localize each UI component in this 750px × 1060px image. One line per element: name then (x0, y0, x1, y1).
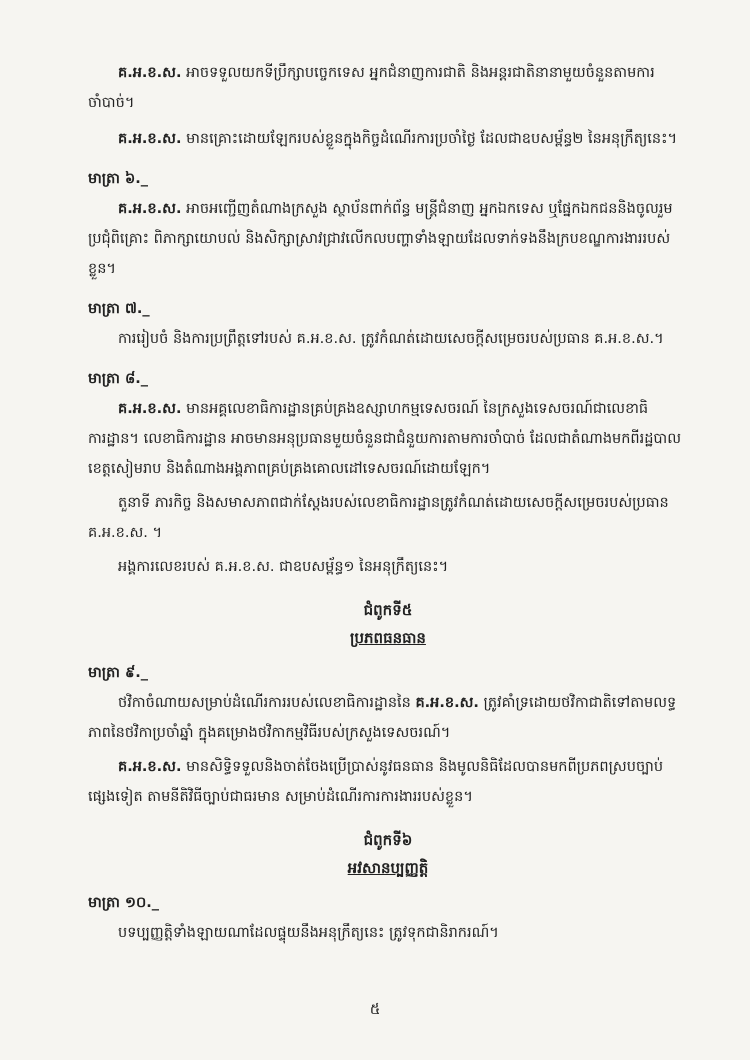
paragraph-text: មានអគ្គលេខាធិការដ្ឋានគ្រប់គ្រងឧស្សាហកម្មទេសចរណ៍ នៃក្រសួងទេសចរណ៍ជាលេខាធិការដ្ឋាន។ លេខាធិការដ្ឋាន អាចមានអនុប្រធានមួយចំនួនជាជំនួយការតាមការចាំបាច់ ដែលជាតំណាងមកពីរដ្ឋបាលខេត្តសៀមរាប និងតំណាងអង្គភាពគ្រប់គ្រងគោលដៅទេសចរណ៍ដោយឡែក។ (88, 401, 682, 477)
abbreviation: គ.អ.ខ.ស. (118, 131, 182, 147)
article-6-heading: មាត្រា ៦._ (88, 171, 149, 187)
article-7-heading: មាត្រា ៧._ (88, 301, 150, 317)
abbreviation: គ.អ.ខ.ស. (118, 759, 182, 775)
chapter-5-number: ជំពូកទី៥ (363, 601, 413, 619)
page-number: ៥ (369, 1000, 381, 1018)
paragraph-technical-advisors (88, 58, 688, 118)
document-body (88, 58, 688, 948)
abbreviation: គ.អ.ខ.ស. (415, 695, 479, 711)
abbreviation: គ.អ.ខ.ស. (118, 201, 182, 217)
paragraph-text: ត្រូវគាំទ្រដោយថវិកាជាតិទៅតាមលទ្ធភាពនៃថវិកាប្រចាំឆ្នាំ ក្នុងគម្រោងថវិកាកម្មវិធីរបស់ក្រសួងទេសចរណ៍។ (88, 695, 677, 741)
article-10-heading: មាត្រា ១០._ (88, 895, 159, 911)
article-7-text: ការរៀបចំ និងការប្រព្រឹត្តទៅរបស់ គ.អ.ខ.ស. ត្រូវកំណត់ដោយសេចក្ដីសម្រេចរបស់ប្រធាន គ.អ.ខ.ស.។ (118, 331, 664, 347)
paragraph-text: អាចទទួលយកទីប្រឹក្សាបច្ចេកទេស អ្នកជំនាញការជាតិ និងអន្តរជាតិនានាមួយចំនួនតាមការចាំបាច់។ (88, 65, 655, 111)
article-9-paragraph-1 (88, 688, 688, 748)
article-9-paragraph-2 (88, 752, 688, 812)
abbreviation: គ.អ.ខ.ស. (118, 401, 182, 417)
chapter-5-title: ប្រភពធនធាន (350, 629, 426, 647)
article-9-heading: មាត្រា ៩._ (88, 665, 149, 681)
article-8-paragraph-1 (88, 394, 688, 484)
article-8-paragraph-2: តួនាទី ភារកិច្ច និងសមាសភាពជាក់ស្ដែងរបស់លេខាធិការដ្ឋានត្រូវកំណត់ដោយសេចក្ដីសម្រេចរបស់ប្រធាន គ.អ.ខ.ស. ។ (88, 495, 669, 541)
article-8-heading: មាត្រា ៨._ (88, 371, 149, 387)
paragraph-internal-rules (88, 124, 688, 154)
article-6-text (88, 194, 688, 284)
paragraph-text: ថវិកាចំណាយសម្រាប់ដំណើរការរបស់លេខាធិការដ្ឋាននៃ (118, 695, 411, 711)
chapter-6-number: ជំពូកទី៦ (363, 831, 413, 849)
abbreviation: គ.អ.ខ.ស. (118, 65, 182, 81)
article-10-text: បទប្បញ្ញត្តិទាំងឡាយណាដែលផ្ទុយនឹងអនុក្រឹត្យនេះ ត្រូវទុកជានិរាករណ៍។ (118, 925, 499, 941)
paragraph-text: មានគ្រោះដោយឡែករបស់ខ្លួនក្នុងកិច្ចដំណើរការប្រចាំថ្ងៃ ដែលជាឧបសម្ព័ន្ធ២ នៃអនុក្រឹត្យនេះ។ (186, 131, 678, 147)
chapter-6-title: អវសានប្បញ្ញត្តិ (347, 859, 429, 877)
paragraph-text: អាចអញ្ជើញតំណាងក្រសួង ស្ថាប័នពាក់ព័ន្ធ មន្ត្រីជំនាញ អ្នកឯកទេស ឬផ្នែកឯកជននិងចូលរួមប្រជុំពិគ្រោះ ពិភាក្សាយោបល់ និងសិក្សាស្រាវជ្រាវលើកលបញ្ហាទាំងឡាយដែលទាក់ទងនឹងក្របខណ្ឌការងាររបស់ខ្លួន។ (88, 201, 673, 277)
paragraph-text: មានសិទ្ធិទទួលនិងចាត់ចែងប្រើប្រាស់នូវធនធាន និងមូលនិធិដែលបានមកពីប្រភពស្របច្បាប់ផ្សេងទៀត តាមនីតិវិធីច្បាប់ជាធរមាន សម្រាប់ដំណើរការការងាររបស់ខ្លួន។ (88, 759, 664, 805)
article-8-paragraph-3: អង្គការលេខរបស់ គ.អ.ខ.ស. ជាឧបសម្ព័ន្ធ១ នៃអនុក្រឹត្យនេះ។ (118, 559, 449, 575)
